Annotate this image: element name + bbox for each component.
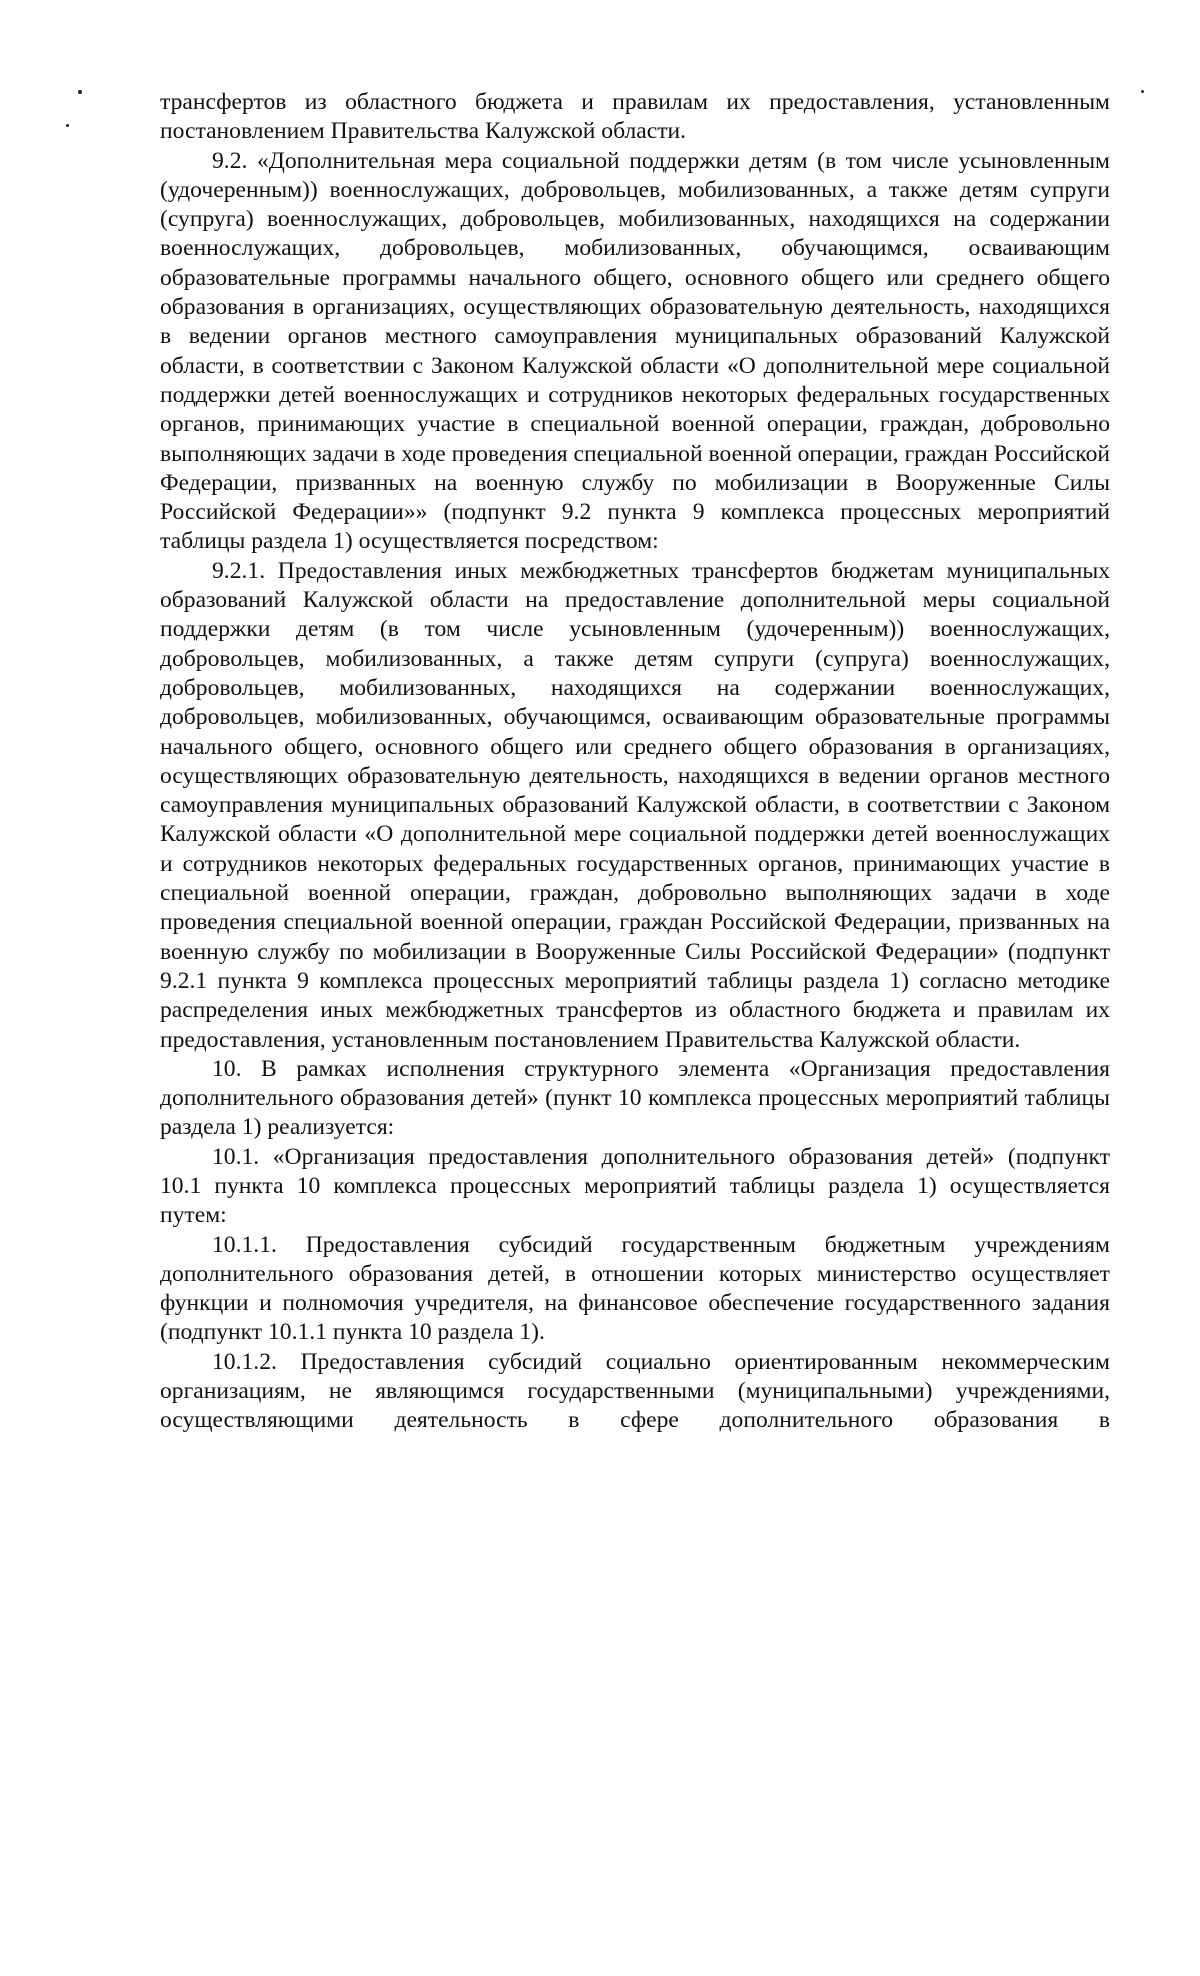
paragraph-10: 10. В рамках исполнения структурного элемента «Организация предоставления дополнительного образования детей» (пункт 10 комплекса процессных мероприятий таблицы раздела 1) реализуется: <box>160 1055 1110 1141</box>
scan-speck <box>78 90 82 94</box>
document-body <box>160 88 1110 1436</box>
scan-speck <box>66 124 69 127</box>
paragraph-9-2-1: 9.2.1. Предоставления иных межбюджетных трансфертов бюджетам муниципальных образований Калужской области на предоставление дополнительной меры социальной поддержки детям (в том числе усыновленным (удочеренным)) военнослужащих, добровольцев, мобилизованных, а также детям супруги (супруга) военнослужащих, добровольцев, мобилизованных, находящихся на содержании военнослужащих, добровольцев, мобилизованных, обучающимся, осваивающим образовательные программы начального общего, основного общего или среднего общего образования в организациях, осуществляющих образовательную деятельность, находящихся в ведении органов местного самоуправления муниципальных образований Калужской области, в соответствии с Законом Калужской области «О дополнительной мере социальной поддержки детей военнослужащих и сотрудников некоторых федеральных государственных органов, принимающих участие в специальной военной операции, граждан, добровольно выполняющих задачи в ходе проведения специальной военной операции, граждан Российской Федерации, призванных на военную службу по мобилизации в Вооруженные Силы Российской Федерации» (подпункт 9.2.1 пункта 9 комплекса процессных мероприятий таблицы раздела 1) согласно методике распределения иных межбюджетных трансфертов из областного бюджета и правилам их предоставления, установленным постановлением Правительства Калужской области. <box>160 557 1110 1053</box>
paragraph-10-1: 10.1. «Организация предоставления дополнительного образования детей» (подпункт 10.1 пункта 10 комплекса процессных мероприятий таблицы раздела 1) осуществляется путем: <box>160 1143 1110 1229</box>
paragraph-10-1-1: 10.1.1. Предоставления субсидий государственным бюджетным учреждениям дополнительного образования детей, в отношении которых министерство осуществляет функции и полномочия учредителя, на финансовое обеспечение государственного задания (подпункт 10.1.1 пункта 10 раздела 1). <box>160 1231 1110 1346</box>
paragraph-9-2: 9.2. «Дополнительная мера социальной поддержки детям (в том числе усыновленным (удочеренным)) военнослужащих, добровольцев, мобилизованных, а также детям супруги (супруга) военнослужащих, добровольцев, мобилизованных, находящихся на содержании военнослужащих, добровольцев, мобилизованных, обучающимся, осваивающим образовательные программы начального общего, основного общего или среднего общего образования в организациях, осуществляющих образовательную деятельность, находящихся в ведении органов местного самоуправления муниципальных образований Калужской области, в соответствии с Законом Калужской области «О дополнительной мере социальной поддержки детей военнослужащих и сотрудников некоторых федеральных государственных органов, принимающих участие в специальной военной операции, граждан, добровольно выполняющих задачи в ходе проведения специальной военной операции, граждан Российской Федерации, призванных на военную службу по мобилизации в Вооруженные Силы Российской Федерации»» (подпункт 9.2 пункта 9 комплекса процессных мероприятий таблицы раздела 1) осуществляется посредством: <box>160 147 1110 555</box>
paragraph-continuation: трансфертов из областного бюджета и правилам их предоставления, установленным постановлением Правительства Калужской области. <box>160 89 1110 145</box>
paragraph-10-1-2: 10.1.2. Предоставления субсидий социально ориентированным некоммерческим организациям, не являющимся государственными (муниципальными) учреждениями, осуществляющими деятельность в сфере дополнительного образования в <box>160 1348 1110 1434</box>
scan-speck <box>1141 90 1144 93</box>
